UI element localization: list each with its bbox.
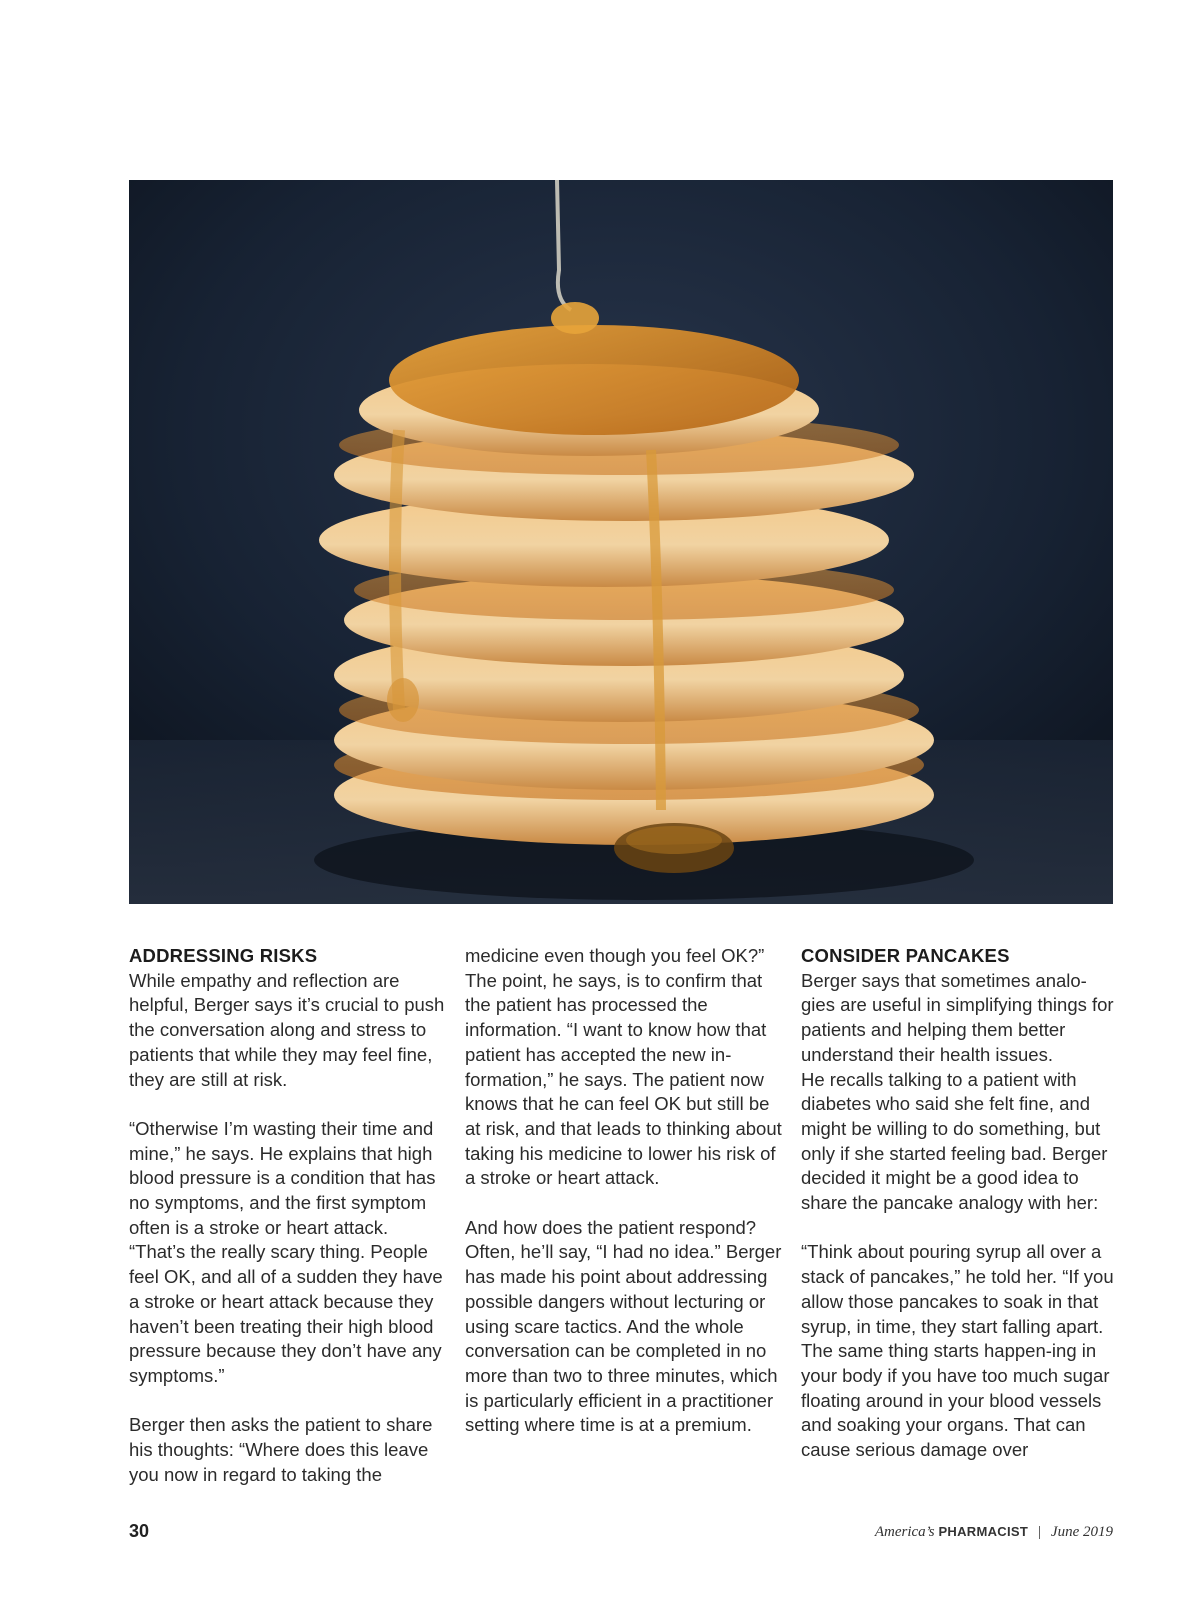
pancake-photo <box>129 180 1113 904</box>
paragraph: And how does the patient respond? Often, he’ll say, “I had no idea.” Berger has made his point about addressing possible dangers without lecturing or using scare tactics. And the whole conversation can be completed in no more than two to three minutes, which is particularly efficient in a practitioner setting where time is at a premium. <box>465 1216 782 1436</box>
paragraph: medicine even though you feel OK?” The point, he says, is to confirm that the patient has processed the information. “I want to know how that patient has accepted the new in-formation,” he says. The patient now knows that he can feel OK but still be at risk, and that leads to thinking about taking his medicine to lower his risk of a stroke or heart attack. <box>465 945 782 1189</box>
article-column-2 <box>465 944 783 1438</box>
pancake-stack-illustration <box>129 180 1113 904</box>
paragraph: He recalls talking to a patient with diabetes who said she felt fine, and might be willing to do something, but only if she started feeling bad. Berger decided it might be a good idea to share the pancake analogy with her: <box>801 1068 1108 1214</box>
section-heading-consider-pancakes: CONSIDER PANCAKES <box>801 945 1010 966</box>
page-number: 30 <box>129 1521 150 1541</box>
issue-date: June 2019 <box>1050 1524 1113 1540</box>
paragraph: “Think about pouring syrup all over a stack of pancakes,” he told her. “If you allow those pancakes to soak in that syrup, in time, they start falling apart. The same thing starts happen-ing in your body if you have too much sugar floating around in your blood vessels and soaking your organs. That can cause serious damage over <box>801 1241 1114 1461</box>
article-column-3 <box>801 944 1119 1463</box>
section-heading-addressing-risks: ADDRESSING RISKS <box>129 945 318 966</box>
publication-name: PHARMACIST <box>938 1524 1029 1539</box>
paragraph: Berger says that sometimes analo-gies are useful in simplifying things for patients and helping them better understand their health issues. <box>801 969 1114 1065</box>
paragraph: Berger then asks the patient to share his thoughts: “Where does this leave you now in regard to taking the <box>129 1414 433 1485</box>
article-column-1 <box>129 944 447 1487</box>
footer-separator: | <box>1038 1524 1042 1540</box>
publication-footer <box>875 1523 1113 1541</box>
publication-prefix: America’s <box>874 1524 935 1540</box>
paragraph: While empathy and reflection are helpful, Berger says it’s crucial to push the conversation along and stress to patients that while they may feel fine, they are still at risk. <box>129 969 445 1090</box>
paragraph: “Otherwise I’m wasting their time and mine,” he says. He explains that high blood pressure is a condition that has no symptoms, and the first symptom often is a stroke or heart attack. “That’s the really scary thing. People feel OK, and all of a sudden they have a stroke or heart attack because they haven’t been treating their high blood pressure because they don’t have any symptoms.” <box>129 1117 443 1386</box>
